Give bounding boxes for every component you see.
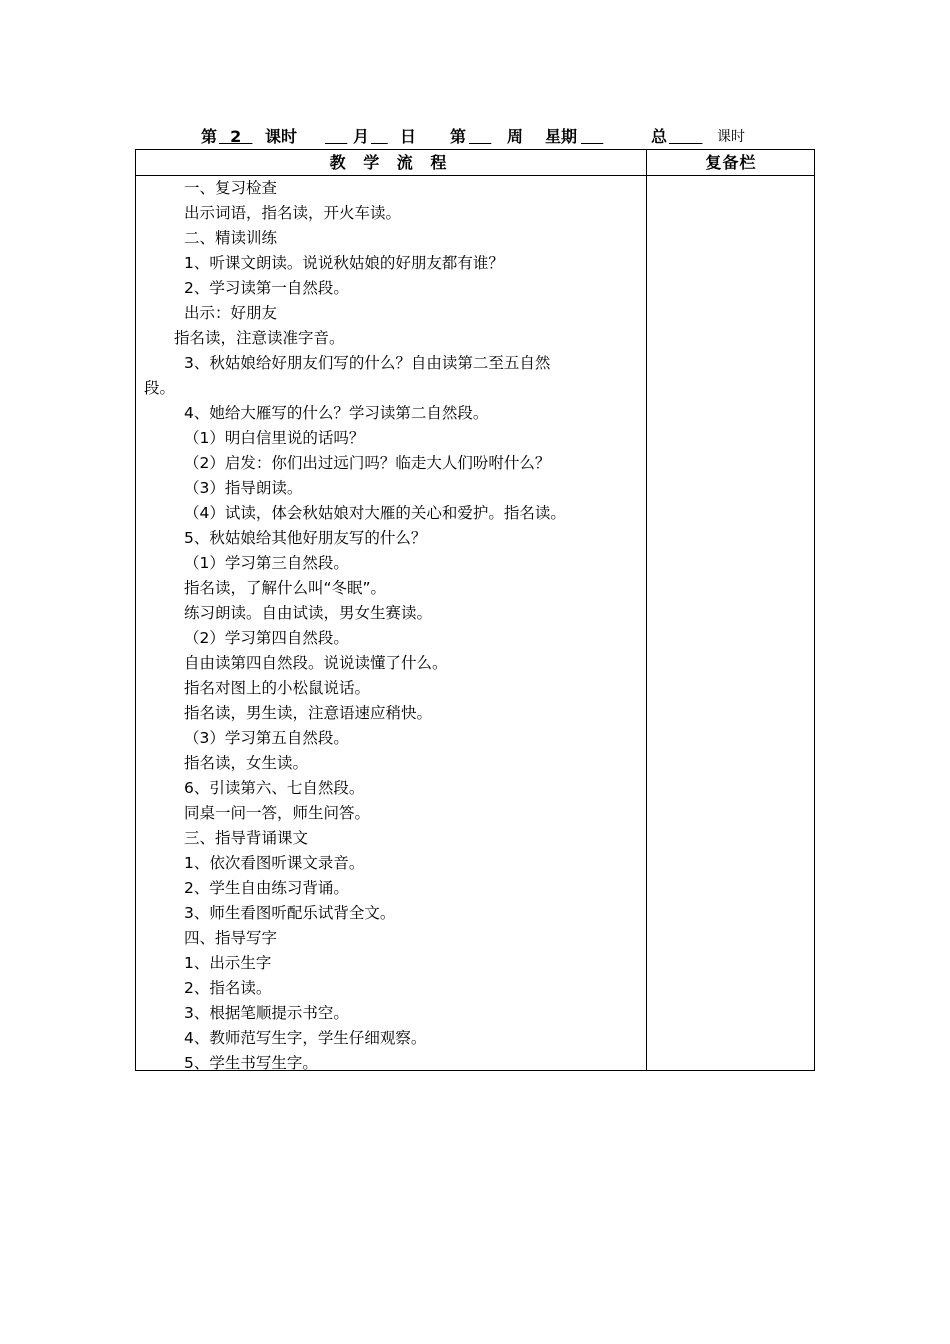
column-divider	[646, 150, 647, 1070]
text-line: 指名读，女生读。	[184, 754, 309, 772]
lesson-header	[135, 126, 815, 148]
text-line: 5、秋姑娘给其他好朋友写的什么？	[184, 529, 427, 547]
text-line: 四、指导写字	[184, 929, 278, 947]
text-line: 2、指名读。	[184, 979, 272, 997]
text-line: 3、秋姑娘给好朋友们写的什么？自由读第二至五自然	[184, 354, 551, 372]
header-period-label: 课时	[717, 129, 745, 145]
text-line: 指名读，注意读准字音。	[174, 329, 345, 347]
text-line: 4、她给大雁写的什么？学习读第二自然段。	[184, 404, 489, 422]
text-line: 3、根据笔顺提示书空。	[184, 1004, 349, 1022]
text-line: 指名读，了解什么叫“冬眠”。	[184, 579, 387, 597]
text-line: 自由读第四自然段。说说读懂了什么。	[184, 654, 448, 672]
text-line: （3）学习第五自然段。	[184, 729, 349, 747]
text-line: （1）明白信里说的话吗？	[184, 429, 365, 447]
text-line: （2）启发：你们出过远门吗？临走大人们吩咐什么？	[184, 454, 551, 472]
column-header-teaching-process: 教 学 流 程	[329, 153, 453, 172]
text-line: 指名对图上的小松鼠说话。	[184, 679, 371, 697]
header-day-blank	[371, 126, 388, 148]
lesson-table	[135, 149, 815, 1071]
text-line: 1、依次看图听课文录音。	[184, 854, 365, 872]
text-line: 4、教师范写生字，学生仔细观察。	[184, 1029, 427, 1047]
text-line: （2）学习第四自然段。	[184, 629, 349, 647]
header-week-prefix: 第	[450, 127, 467, 146]
text-line: 5、学生书写生字。	[184, 1054, 318, 1072]
text-line: 一、复习检查	[184, 179, 278, 197]
text-line: （1）学习第三自然段。	[184, 554, 349, 572]
text-line: 2、学习读第一自然段。	[184, 279, 349, 297]
text-line: （3）指导朗读。	[184, 479, 303, 497]
text-line: 3、师生看图听配乐试背全文。	[184, 904, 396, 922]
text-line: 1、出示生字	[184, 954, 272, 972]
header-lesson-prefix: 第	[201, 127, 218, 146]
text-line: 1、听课文朗读。说说秋姑娘的好朋友都有谁？	[184, 254, 504, 272]
header-month-label: 月	[353, 127, 370, 146]
text-line: 同桌一问一答，师生问答。	[184, 804, 371, 822]
header-weekday-blank	[581, 126, 603, 148]
text-line: 练习朗读。自由试读，男女生赛读。	[184, 604, 433, 622]
text-line: 指名读，男生读，注意语速应稍快。	[184, 704, 433, 722]
header-lesson-number: 2	[219, 127, 253, 146]
header-week-blank	[469, 126, 491, 148]
text-line: 出示词语，指名读，开火车读。	[184, 204, 402, 222]
header-weekday-label: 星期	[545, 127, 578, 146]
header-total-label: 总	[651, 127, 668, 146]
text-line: 三、指导背诵课文	[184, 829, 309, 847]
header-week-label: 周	[507, 127, 524, 146]
header-lesson-suffix: 课时	[265, 127, 298, 146]
text-line: 6、引读第六、七自然段。	[184, 779, 365, 797]
header-day-label: 日	[400, 127, 417, 146]
header-month-blank	[325, 126, 347, 148]
header-total-blank	[669, 126, 702, 148]
text-line: 段。	[144, 379, 176, 397]
text-line: 出示：好朋友	[184, 304, 278, 322]
text-line: 2、学生自由练习背诵。	[184, 879, 349, 897]
text-line: （4）试读，体会秋姑娘对大雁的关心和爱护。指名读。	[184, 504, 566, 522]
column-header-review-notes: 复备栏	[705, 153, 757, 172]
text-line: 二、精读训练	[184, 229, 278, 247]
